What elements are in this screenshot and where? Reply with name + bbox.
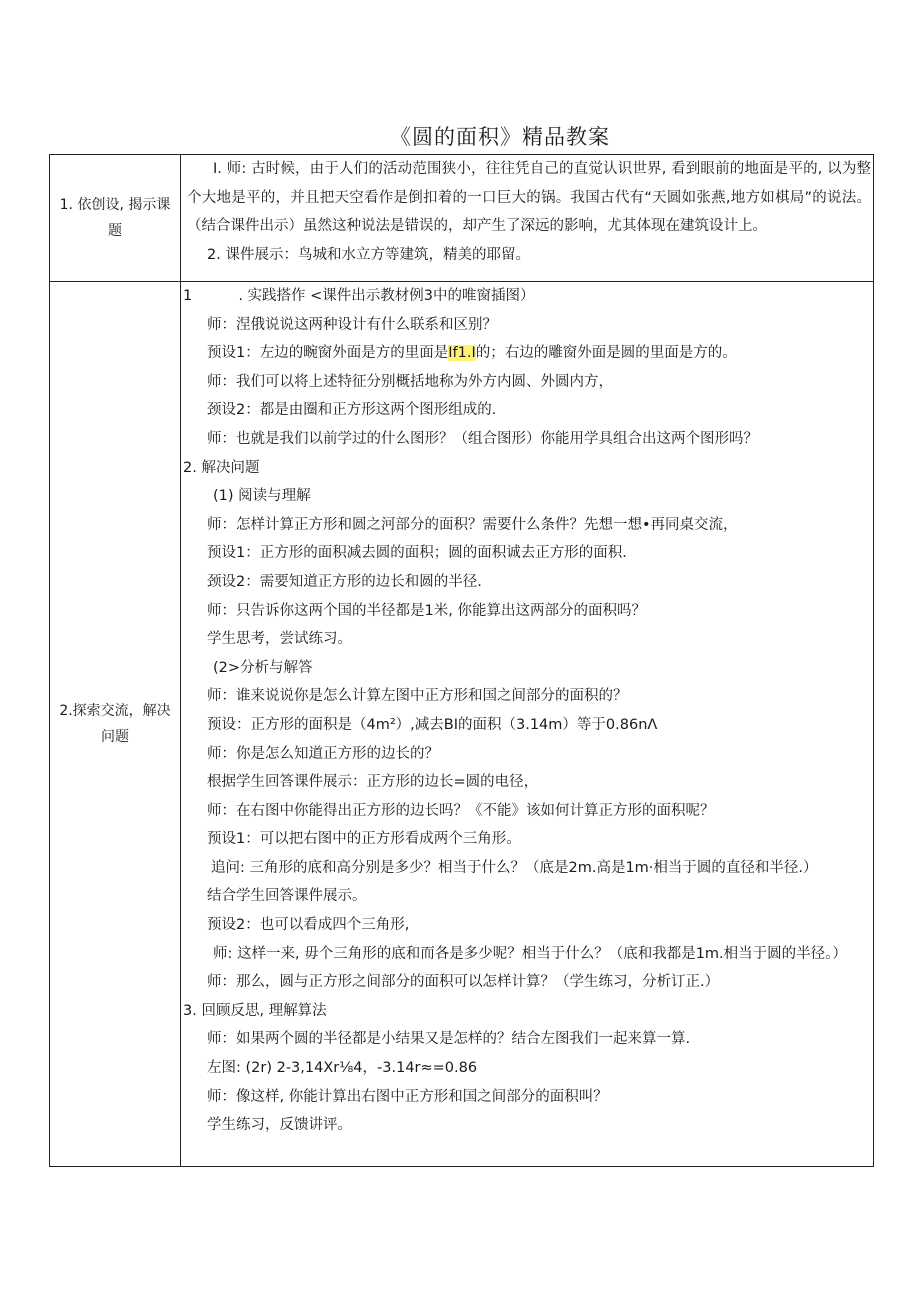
text-line: 师：涅俄说说这两种设计有什么联系和区别？ <box>207 316 497 333</box>
text-line: 师：那么，圆与正方形之间部分的面积可以怎样计算？（学生练习，分析订正.） <box>207 974 720 991</box>
text-line: 预设1：正方形的面积减去圆的面积；圆的面积诚去正方形的面积. <box>207 545 627 562</box>
text-line <box>183 339 871 368</box>
text-line: 师：如果两个圆的半径都是小结果又是怎样的？结合左图我们一起来算一算. <box>207 1031 691 1048</box>
section-content-explore <box>181 282 874 1167</box>
paragraph: I. 师: 古时候，由于人们的活动范围狭小，往往凭自己的直觉认识世界, 看到眼前的地面是平的, 以为整个大地是平的，并且把天空看作是倒扣着的一口巨大的锅。我国古代有“天圆如张燕,地方如棋局”的说法。（结合课件出示）虽然这种说法是错误的，却产生了深远的影响，尤其体现在建筑设计上。 <box>187 161 871 234</box>
text-line: 师：你是怎么知道正方形的边长的？ <box>207 745 439 762</box>
table-row <box>50 155 874 282</box>
text-line-cut-off: 学生练习，反馈讲评。 <box>207 1117 352 1134</box>
text-line: (2>分析与解答 <box>213 659 313 676</box>
page-title: 《圆的面积》精品教案 <box>390 125 610 149</box>
text-line: (1) 阅读与理解 <box>213 488 311 505</box>
text-line: 预设：正方形的面积是（4m²）,减去BI的面积（3.14m）等于0.86nΛ <box>207 716 658 733</box>
text-line: 1 . 实践搭作 <课件出示教材例3中的唯窗插图） <box>183 288 535 304</box>
text-line: 根据学生回答课件展示：正方形的边长=圆的电径， <box>207 774 539 791</box>
text-line: 师：只告诉你这两个国的半径都是1米, 你能算出这两部分的面积吗？ <box>207 602 646 619</box>
text-line: 师: 这样一来, 毋个三角形的底和而各是多少呢？相当于什么？（底和我都是1m.相当于圆的半径。） <box>213 945 847 962</box>
text-line: 预设2：也可以看成四个三角形, <box>207 917 410 934</box>
text-line: 预设1：可以把右图中的正方形看成两个三角形。 <box>207 831 521 848</box>
text-line: 师：我们可以将上述特征分别概括地称为外方内圆、外圆内方， <box>207 373 613 390</box>
text-line: 师：谁来说说你是怎么计算左图中正方形和国之间部分的面积的？ <box>207 688 628 705</box>
text-line: 左图: (2r) 2-3,14Xr⅛4，-3.14r≈=0.86 <box>207 1060 478 1077</box>
section-content-intro <box>181 155 874 282</box>
text-span: 预设1：左边的畹窗外面是方的里面是 <box>207 345 449 362</box>
text-line: 师：像这样, 你能计算出右图中正方形和国之间部分的面积叫？ <box>207 1088 608 1105</box>
section-label-intro: 1. 依创设, 揭示课题 <box>50 155 181 282</box>
text-span: 的；右边的雕窗外面是圆的里面是方的。 <box>475 345 737 362</box>
text-line: 颈设2：都是由圈和正方形这两个图形组成的. <box>207 402 497 419</box>
paragraph: 2. 课件展示：鸟城和水立方等建筑，精美的耶留。 <box>207 246 530 263</box>
text-line: 3. 回顾反思, 理解算法 <box>183 1002 327 1019</box>
text-line: 学生思考，尝试练习。 <box>207 631 352 648</box>
section-label-explore: 2.探索交流，解决问题 <box>50 282 181 1167</box>
text-line: 师：也就是我们以前学过的什么图形？（组合图形）你能用学具组合出这两个图形吗？ <box>207 430 758 447</box>
text-line: 2. 解决问题 <box>183 459 260 476</box>
text-line: 颈设2：需要知道正方形的边长和圆的半径. <box>207 573 482 590</box>
lesson-plan-table <box>49 154 874 1167</box>
highlighted-text: If1.I <box>448 345 476 362</box>
text-line: 师：怎样计算正方形和圆之河部分的面积？需要什么条件？先想一想•再同桌交流， <box>207 516 738 533</box>
table-row <box>50 282 874 1167</box>
text-line: 师：在右图中你能得出正方形的边长吗？《不能》该如何计算正方形的面积呢？ <box>207 802 715 819</box>
text-line: 结合学生回答课件展示。 <box>207 888 367 905</box>
text-line: 追问: 三角形的底和高分别是多少？相当于什么？（底是2m.高是1m·相当于圆的直径和半径.） <box>211 859 818 876</box>
